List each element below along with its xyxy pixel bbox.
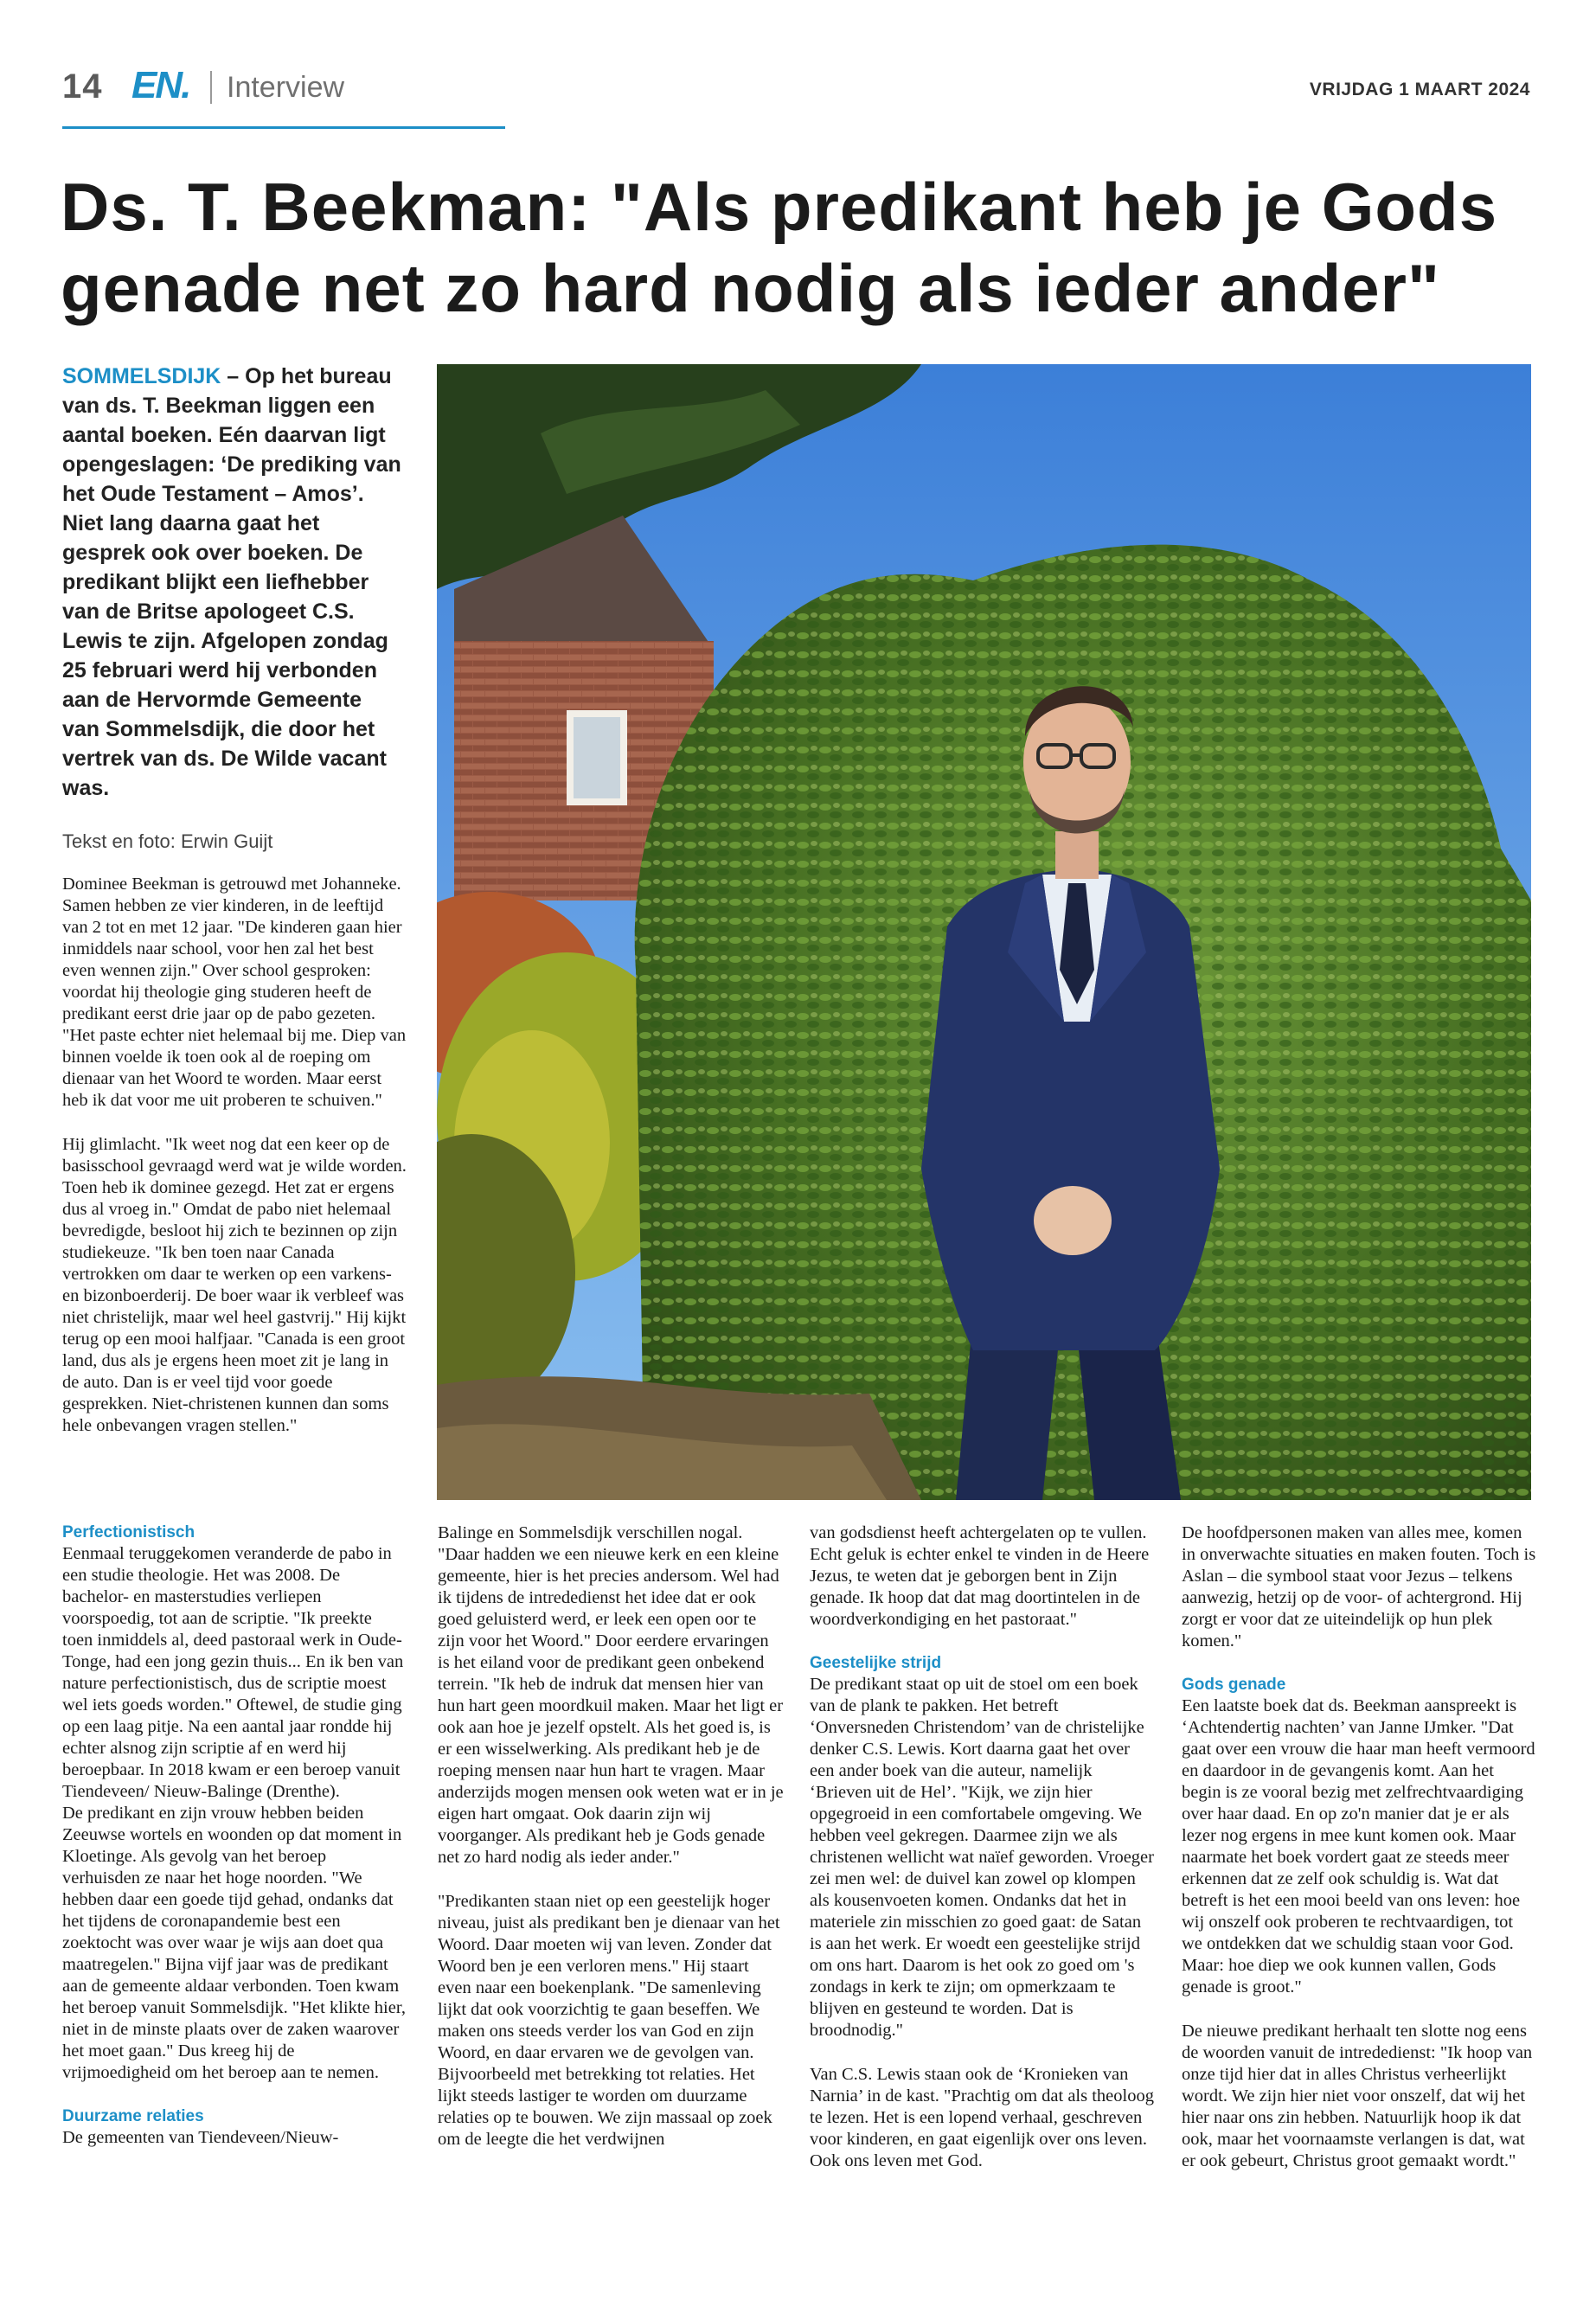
body-paragraph: van godsdienst heeft achtergelaten op te vullen. Echt geluk is echter enkel te vinden in de Heere Jezus, te weten dat je geborgen bent in Zijn genade. Ik hoop dat dat mag doortintelen in de woordverkondiging en het pastoraat." — [810, 1523, 1150, 1629]
body-column-1 — [62, 1522, 407, 2149]
body-column-4 — [1182, 1522, 1536, 2172]
body-paragraph: De hoofdpersonen maken van alles mee, komen in onverwachte situaties en maken fouten. Toch is Aslan – die symbool staat voor Jezus – telkens aanwezig, hetzij op de voor- of achtergrond. Hij zorgt er voor dat ze uiteindelijk op hun plek komen." — [1182, 1523, 1536, 1650]
body-paragraph: De predikant en zijn vrouw hebben beiden Zeeuwse wortels en woonden op dat moment in Kloetinge. Als gevolg van het beroep verhuisden ze naar het hoge noorden. "We hebben daar een goede tijd gehad, ondanks dat het tijdens de coronapandemie best een zoektocht was over waar je wijs aan doet qua maatregelen." Bijna vijf jaar was de predikant aan de gemeente aldaar verbonden. Toen kwam het beroep vanuit Sommelsdijk. "Het klikte hier, niet in de minste plaats over de zaken waarover het moet gaan." Dus kreeg hij de vrijmoedigheid om het beroep aan te nemen. — [62, 1804, 406, 2082]
body-column-3 — [810, 1522, 1156, 2172]
subheading-gods-genade: Gods genade — [1182, 1676, 1286, 1694]
subheading-geestelijke-strijd: Geestelijke strijd — [810, 1654, 942, 1672]
body-paragraph: Hij glimlacht. "Ik weet nog dat een keer op de basisschool gevraagd werd wat je wilde worden. Toen heb ik dominee gezegd. Het zat er ergens dus al vroeg in." Omdat de pabo niet helemaal bevredigde, besloot hij zich te bezinnen op zijn studiekeuze. "Ik ben toen naar Canada vertrokken om daar te werken op een varkens- en bizonboerderij. De boer waar ik verbleef was niet christelijk, maar wel heel gastvrij." Hij kijkt terug op een mooi halfjaar. "Canada is een groot land, dus als je ergens heen moet zit je lang in de auto. Dan is er veel tijd voor goede gesprekken. Niet-christenen kunnen dan soms hele onbevangen vragen stellen." — [62, 1135, 407, 1435]
page-number: 14 — [62, 67, 103, 106]
body-paragraph: Dominee Beekman is getrouwd met Johanneke. Samen hebben ze vier kinderen, in de leeftijd van 2 tot en met 12 jaar. "De kinderen gaan hier inmiddels naar school, voor hen zal het best even wennen zijn." Over school gesproken: voordat hij theologie ging studeren heeft de predikant eerst drie jaar op de pabo gezeten. "Het paste echter niet helemaal bij me. Diep van binnen voelde ik toen ook al de roeping om dienaar van het Woord te worden. Maar eerst heb ik dat voor me uit proberen te schuiven." — [62, 875, 407, 1110]
portrait-photo — [437, 364, 1531, 1500]
body-paragraph: Een laatste boek dat ds. Beekman aanspreekt is ‘Achtendertig nachten’ van Janne IJmker. "Dat gaat over een vrouw die haar man heeft vermoord en daardoor in de gevangenis komt. Aan het begin is ze vooral bezig met zelfrechtvaardiging over haar daad. En op zo'n manier dat je er als lezer nog ergens in mee kunt komen ook. Maar naarmate het boek vordert gaat ze steeds meer erkennen dat ze zelf ook schuldig is. Wat dat betreft is het een mooi beeld van ons leven: hoe wij onszelf ook proberen te rechtvaardigen, tot we ontdekken dat we schuldig staan voor God. Maar: hoe diep we ook kunnen vallen, Gods genade is groot." — [1182, 1696, 1535, 1997]
subheading-duurzame-relaties: Duurzame relaties — [62, 2107, 204, 2125]
photo-credit: Tekst en foto: Erwin Guijt — [62, 830, 273, 852]
body-paragraph: Eenmaal teruggekomen veranderde de pabo in een studie theologie. Het was 2008. De bachelor- en masterstudies verliepen voorspoedig, tot aan de scriptie. "Ik preekte toen inmiddels al, deed pastoraal werk in Oude-Tonge, had een jong gezin thuis... En ik ben van nature perfectionistisch, dus de scriptie moest wel iets goeds worden." Oftewel, de studie ging op een laag pitje. Na een aantal jaar rondde hij echter alsnog zijn scriptie af en werd hij beroepbaar. In 2018 kwam er een beroep vanuit Tiendeveen/ Nieuw-Balinge (Drenthe). — [62, 1544, 404, 1801]
body-column-2 — [438, 1522, 784, 2150]
body-paragraph: "Predikanten staan niet op een geestelijk hoger niveau, juist als predikant ben je dienaar van het Woord. Daar moeten wij van leven. Zonder dat Woord ben je een verloren mens." Hij staart even naar een boekenplank. "De samenleving lijkt dat ook voorzichtig te gaan beseffen. We maken ons steeds verder los van God en zijn Woord, en daar ervaren we de gevolgen van. Bijvoorbeeld met betrekking tot relaties. Het lijkt steeds lastiger te worden om duurzame relaties op te bouwen. We zijn massaal op zoek om de leegte die het verdwijnen — [438, 1892, 780, 2149]
body-paragraph: De predikant staat op uit de stoel om een boek van de plank te pakken. Het betreft ‘Onversneden Christendom’ van de christelijke denker C.S. Lewis. Kort daarna gaat het over een ander boek van die auteur, namelijk ‘Brieven uit de Hel’. "Kijk, we zijn hier opgegroeid in een comfortabele omgeving. We hebben veel gekregen. Daarmee zijn we als christenen wellicht wat naïef geworden. Vroeger zei men wel: de duivel kan zowel op klompen als kousenvoeten komen. Ondanks dat het in materiele zin misschien zo goed gaat: de Satan is aan het werk. Er woedt een geestelijke strijd om ons hart. Daarom is het ook zo goed om 's zondags in kerk te zijn; om opmerkzaam te blijven en gesteund te worden. Dat is broodnodig." — [810, 1675, 1154, 2040]
subheading-perfectionistisch: Perfectionistisch — [62, 1523, 195, 1541]
header-separator — [210, 71, 212, 104]
portrait-illustration — [437, 364, 1531, 1500]
intro-lead — [62, 362, 404, 803]
dateline: SOMMELSDIJK — [62, 364, 221, 388]
section-label: Interview — [227, 71, 345, 104]
newspaper-logo: EN. — [131, 64, 190, 106]
body-paragraph: Balinge en Sommelsdijk verschillen nogal. "Daar hadden we een nieuwe kerk en een kleine gemeente, hier is het precies andersom. Wel had ik tijdens de intrededienst het idee dat er ook goed geluisterd werd, er leek een open oor te zijn voor het Woord." Door eerdere ervaringen is het eiland voor de predikant geen onbekend terrein. "Ik heb de indruk dat mensen hier van hun hart geen moordkuil maken. Maar het ligt er ook aan hoe je jezelf opstelt. Als het goed is, is er een wisselwerking. Als predikant heb je de roeping mensen naar hun hart te vragen. Maar anderzijds mogen mensen ook weten wat er in je eigen hart omgaat. Ook daarin zijn wij voorganger. Als predikant heb je Gods genade net zo hard nodig als ieder ander." — [438, 1523, 784, 1867]
header-rule — [62, 126, 505, 129]
body-paragraph: De gemeenten van Tiendeveen/Nieuw- — [62, 2128, 339, 2147]
body-paragraph: De nieuwe predikant herhaalt ten slotte nog eens de woorden vanuit de intrededienst: "Ik hoop van onze tijd hier dat in alles Christus verheerlijkt wordt. We zijn hier niet voor onszelf, dat wij het hier naar ons zin hebben. Natuurlijk hoop ik dat ook, maar het voornaamste verlangen is dat, wat er ook gebeurt, Christus groot gemaakt wordt." — [1182, 2022, 1533, 2170]
issue-date: VRIJDAG 1 MAART 2024 — [1309, 80, 1530, 99]
body-column-intro — [62, 874, 407, 1437]
headline: Ds. T. Beekman: "Als predikant heb je Gods genade net zo hard nodig als ieder ander" — [61, 169, 1498, 326]
body-paragraph: Van C.S. Lewis staan ook de ‘Kronieken van Narnia’ in de kast. "Prachtig om dat als theoloog te lezen. Het is een lopend verhaal, geschreven voor kinderen, en gaat eigenlijk over ons leven. Ook ons leven met God. — [810, 2065, 1154, 2170]
intro-text: – Op het bureau van ds. T. Beekman liggen een aantal boeken. Eén daarvan ligt opengeslagen: ‘De prediking van het Oude Testament – Amos’. Niet lang daarna gaat het gesprek ook over boeken. De predikant blijkt een liefhebber van de Britse apologeet C.S. Lewis te zijn. Afgelopen zondag 25 februari werd hij verbonden aan de Hervormde Gemeente van Sommelsdijk, die door het vertrek van ds. De Wilde vacant was. — [62, 364, 401, 800]
